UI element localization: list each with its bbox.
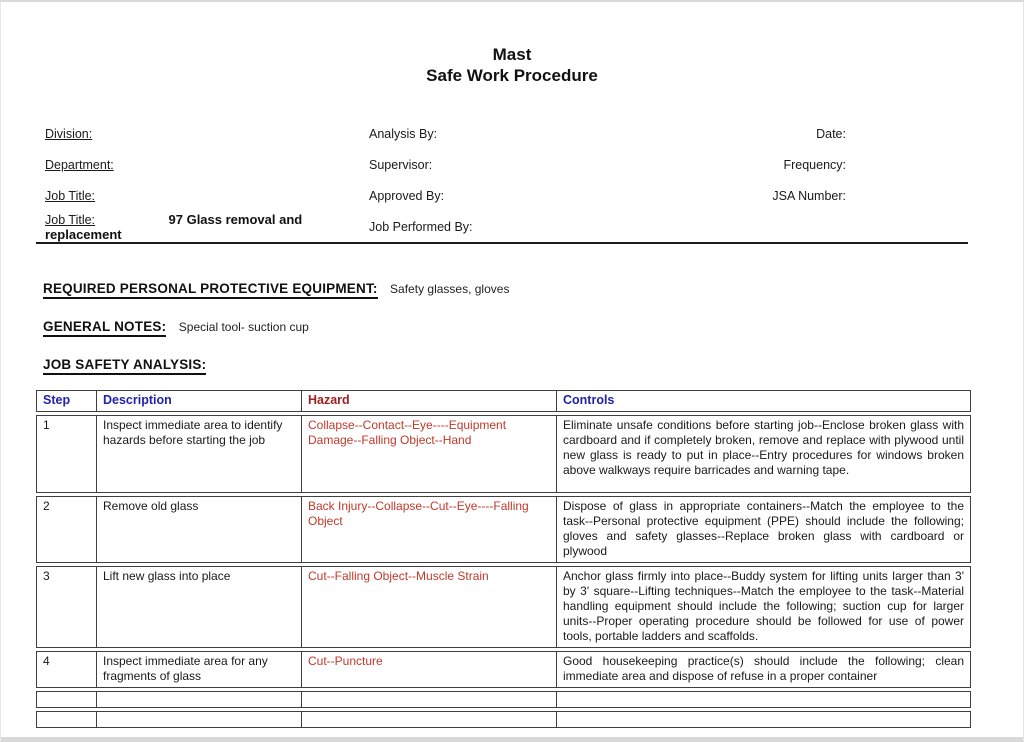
table-row [36, 415, 971, 493]
jsa-heading: JOB SAFETY ANALYSIS: [43, 357, 206, 375]
jsa-number-label: JSA Number: [772, 188, 846, 203]
description-cell: Remove old glass [97, 497, 302, 562]
step-column-header: Step [37, 391, 97, 411]
controls-cell [557, 712, 970, 727]
hazard-cell: Back Injury--Collapse--Cut--Eye----Falling Object [302, 497, 557, 562]
header-form [1, 118, 1023, 242]
hazard-cell: Cut--Puncture [302, 652, 557, 687]
ppe-heading: REQUIRED PERSONAL PROTECTIVE EQUIPMENT: [43, 281, 378, 299]
controls-cell: Eliminate unsafe conditions before starting job--Enclose broken glass with cardboard and if completely broken, remove and replace with plywood until new glass is ready to put in place--Entry procedures for windows broken above walkways require barricades and warning tape. [563, 418, 964, 477]
jsa-table-header-row [36, 390, 971, 412]
ppe-section [43, 280, 1023, 299]
supervisor-label: Supervisor: [369, 157, 433, 172]
form-row-3 [1, 180, 1023, 211]
date-label: Date: [816, 126, 846, 141]
jsa-section [43, 356, 1023, 375]
bottom-frame-strip [1, 737, 1023, 742]
controls-cell [557, 692, 970, 707]
controls-cell: Anchor glass firmly into place--Buddy system for lifting units larger than 3' by 3' square--Lifting techniques--Match the employee to the task--Material handling equipment should include the following; suction cup for larger units--Proper operating procedure should be followed for use of power tools, portable ladders and scaffolds. [563, 569, 964, 643]
approved-by-label: Approved By: [369, 188, 445, 203]
hazard-cell: Collapse--Contact--Eye----Equipment Damage--Falling Object--Hand [302, 416, 557, 492]
frequency-label: Frequency: [783, 157, 846, 172]
job-performed-by-label: Job Performed By: [369, 219, 473, 234]
ppe-value: Safety glasses, gloves [390, 282, 510, 296]
step-cell: 2 [37, 497, 97, 562]
description-cell: Lift new glass into place [97, 567, 302, 647]
table-row [36, 566, 971, 648]
jsa-table [36, 390, 971, 728]
general-notes-heading: GENERAL NOTES: [43, 319, 166, 337]
description-column-header: Description [97, 391, 302, 411]
page-title-line1: Mast [492, 45, 532, 64]
hazard-cell [302, 712, 557, 727]
form-row-2 [1, 149, 1023, 180]
general-notes-section [43, 318, 1023, 337]
general-notes-value: Special tool- suction cup [178, 320, 309, 334]
hazard-cell: Cut--Falling Object--Muscle Strain [302, 567, 557, 647]
table-row-empty [36, 691, 971, 708]
header-divider-rule [36, 242, 968, 244]
job-title-value: 97 Glass removal and replacement [45, 211, 303, 242]
controls-cell: Good housekeeping practice(s) should include the following; clean immediate area and dispose of refuse in a proper container [563, 654, 964, 683]
table-row-empty [36, 711, 971, 728]
division-label: Division: [45, 126, 93, 141]
description-cell: Inspect immediate area to identify hazards before starting the job [97, 416, 302, 492]
page-title-line2: Safe Work Procedure [426, 66, 598, 85]
job-title-label: Job Title: [45, 188, 96, 203]
form-row-4 [1, 211, 1023, 242]
step-cell: 3 [37, 567, 97, 647]
table-row [36, 496, 971, 563]
analysis-by-label: Analysis By: [369, 126, 438, 141]
form-row-1 [1, 118, 1023, 149]
job-title-label-2: Job Title: [45, 212, 96, 227]
controls-column-header: Controls [563, 393, 615, 407]
description-cell: Inspect immediate area for any fragments of glass [97, 652, 302, 687]
hazard-column-header: Hazard [302, 391, 557, 411]
step-cell: 1 [37, 416, 97, 492]
description-cell [97, 712, 302, 727]
hazard-cell [302, 692, 557, 707]
department-label: Department: [45, 157, 114, 172]
controls-cell: Dispose of glass in appropriate containers--Match the employee to the task--Personal protective equipment (PPE) should include the following; gloves and safety glasses--Replace broken glass with cardboard or plywood [563, 499, 964, 558]
step-cell [37, 692, 97, 707]
step-cell [37, 712, 97, 727]
table-row [36, 651, 971, 688]
step-cell: 4 [37, 652, 97, 687]
description-cell [97, 692, 302, 707]
page-title [1, 44, 1023, 86]
